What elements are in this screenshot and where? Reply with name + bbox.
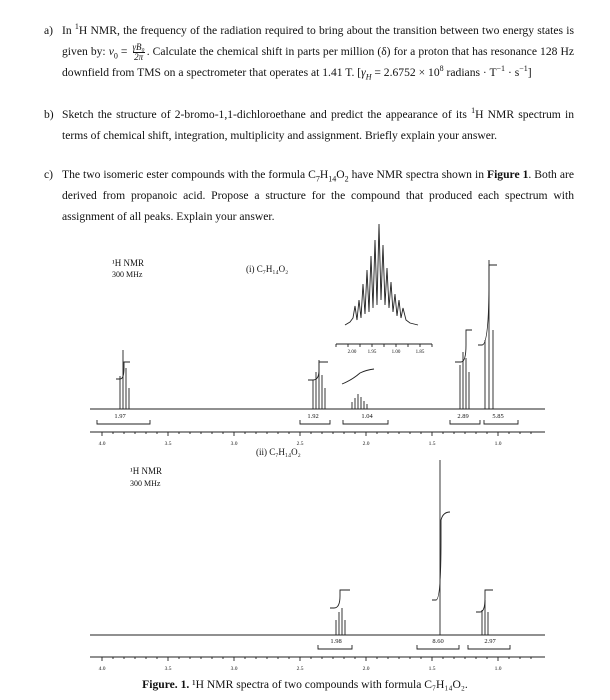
spectrum-2-ticks <box>102 657 498 661</box>
spectrum-2-integral-2: 8.60 <box>432 638 444 645</box>
spectrum-1-peak-4-1 <box>120 350 129 409</box>
spectrum-1-tick-4-0: 4.0 <box>98 441 106 447</box>
spectrum-2-tick-3-5: 3.5 <box>164 666 172 672</box>
spectrum-2-integral-3: 2.97 <box>484 638 496 645</box>
spectrum-1-tick-1-0: 1.0 <box>494 441 502 447</box>
spectrum-1-tick-3-5: 3.5 <box>164 441 172 447</box>
spectrum-1-integral-4: 2.89 <box>457 413 469 420</box>
question-a-label: a) <box>44 24 54 37</box>
spectrum-1-tick-1-5: 1.5 <box>428 441 436 447</box>
spectrum-2-tick-3-0: 3.0 <box>230 666 238 672</box>
spectrum-1-tick-2-5: 2.5 <box>296 441 304 447</box>
spectrum-1-peak-1-65 <box>352 394 367 409</box>
spectrum-1-integral-1: 1.97 <box>114 413 126 420</box>
spectrum-2-tick-2-0: 2.0 <box>362 666 370 672</box>
spectrum-1-integral-5: 5.85 <box>492 413 504 420</box>
spectrum-2-tick-1-0: 1.0 <box>494 666 502 672</box>
spectrum-1-tick-3-0: 3.0 <box>230 441 238 447</box>
spectrum-2-integral-1: 1.98 <box>330 638 342 645</box>
spectrum-2-tick-4-0: 4.0 <box>98 666 106 672</box>
spectrum-2-nmr-label: ¹H NMR <box>130 466 162 476</box>
spectrum-1-ticks <box>102 432 498 436</box>
spectrum-2-peak-1-1 <box>482 600 488 635</box>
spectrum-2-tick-2-5: 2.5 <box>296 666 304 672</box>
question-b-label: b) <box>44 108 54 121</box>
spectrum-1-inset-integral-2: 1.95 <box>367 350 377 355</box>
spectrum-1-nmr-label: ¹H NMR <box>112 258 144 268</box>
spectrum-1-integral-3: 1.04 <box>361 413 373 420</box>
spectrum-1-title: (i) C₇H₁₄O₂ <box>246 264 289 274</box>
spectrum-1-inset-integral-1: 2.00 <box>347 350 357 355</box>
question-c-text: The two isomeric ester compounds with the formula $C_7H_{14}O_2$ have NMR spectra shown in Figure 1. Both are derived from propanoic acid. Propose a structure for the compound that produced each spectrum with assignment of all peaks. Explain your answer. <box>62 168 574 223</box>
spectrum-1-integral-2: 1.92 <box>307 413 319 420</box>
question-a-text: In $^1$H NMR, the frequency of the radiation required to bring about the transition between two energy states is given by: $v_0$ = $\frac{\text{γB₀}}{2\pi}$ . Calculate the chemical shift in parts per million (δ) for a proton that has resonance 128 Hz downfield from TMS on a spectrometer that operates at 1.41 T. [$\gamma_H = 2.6752 \times 10^8$ radians · $T^{-1} \cdot s^{-1}$] <box>62 22 574 82</box>
question-c-label: c) <box>44 168 54 181</box>
spectrum-1-peak-0-95 <box>460 352 469 409</box>
spectrum-1-inset-integral-4: 1.85 <box>415 350 425 355</box>
frequency-fraction: $\frac{\text{γB₀}}{2\pi}$ <box>132 41 145 62</box>
spectrum-2-freq: 300 MHz <box>130 479 161 488</box>
spectrum-1-freq: 300 MHz <box>112 270 143 279</box>
spectrum-2-title: (ii) C₇H₁₄O₂ <box>256 447 301 457</box>
spectrum-1-inset-integral-3: 1.00 <box>391 350 401 355</box>
spectrum-1-tick-2-0: 2.0 <box>362 441 370 447</box>
spectrum-1-inset-trace <box>345 224 418 325</box>
figure-caption: Figure. 1. ¹H NMR spectra of two compounds with formula C₇H₁₄O₂. <box>142 678 468 691</box>
spectrum-2-peak-2-3 <box>336 608 345 635</box>
question-b-text: Sketch the structure of 2-bromo-1,1-dichloroethane and predict the appearance of its $^1$H NMR spectrum in terms of chemical shift, integration, multiplicity and assignment. Briefly explain your answer. <box>62 106 574 142</box>
spectrum-2-tick-1-5: 1.5 <box>428 666 436 672</box>
